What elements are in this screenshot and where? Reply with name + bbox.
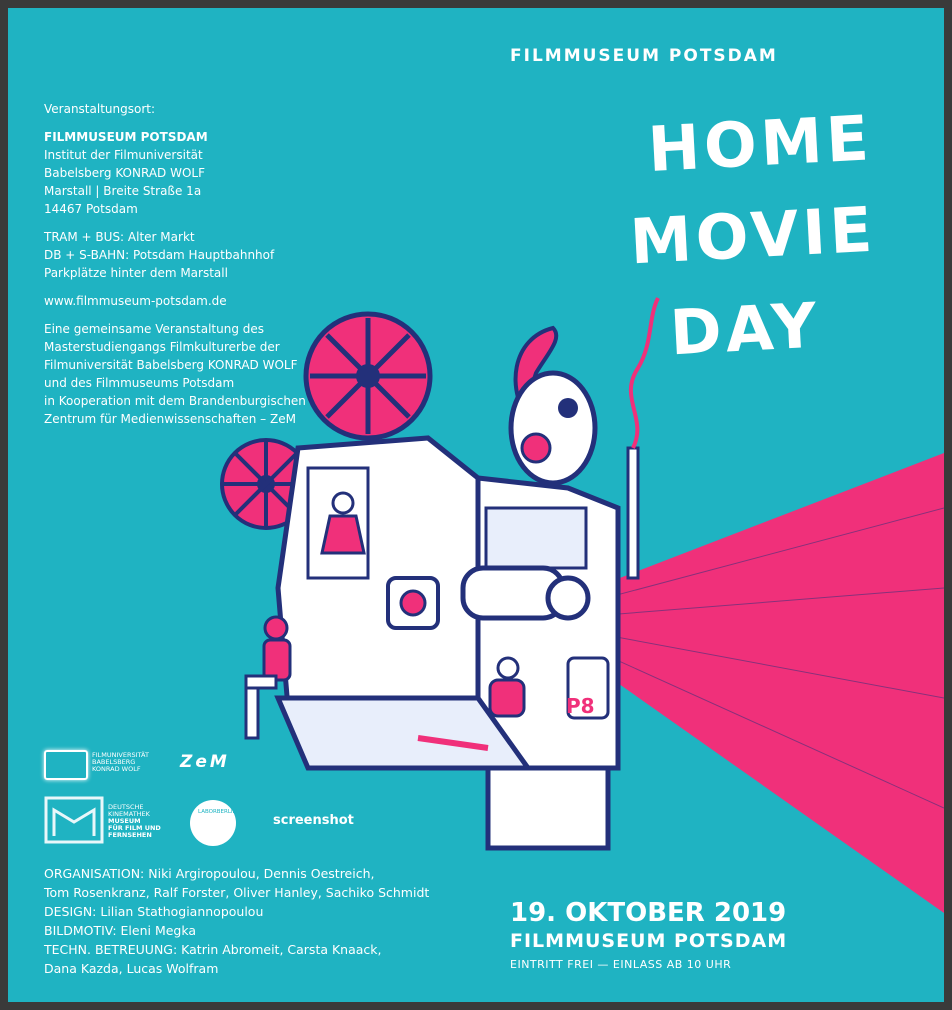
title-line-day: DAY — [668, 288, 823, 370]
filmuni-logo-icon — [44, 750, 88, 780]
credit-line: ORGANISATION: Niki Argiropoulou, Dennis Oestreich, — [44, 866, 375, 881]
description-line: in Kooperation mit dem Brandenburgischen — [44, 394, 306, 408]
filmuni-logo-text: FILMUNIVERSITÄT BABELSBERG KONRAD WOLF — [92, 751, 149, 773]
transport-line: TRAM + BUS: Alter Markt — [44, 230, 195, 244]
cat-illustration — [511, 328, 595, 483]
address-line: Institut der Filmuniversität — [44, 148, 203, 162]
museum-logo: FILMMUSEUM POTSDAM — [510, 46, 778, 66]
credit-line: Tom Rosenkranz, Ralf Forster, Oliver Hanley, Sachiko Schmidt — [44, 885, 430, 900]
address-line: Babelsberg KONRAD WOLF — [44, 166, 205, 180]
credit-line: DESIGN: Lilian Stathogiannopoulou — [44, 904, 264, 919]
website-link[interactable]: www.filmmuseum-potsdam.de — [44, 294, 227, 308]
description-line: Masterstudiengangs Filmkulturerbe der — [44, 340, 280, 354]
zem-logo: ZeM — [180, 752, 230, 772]
credit-line: BILDMOTIV: Eleni Megka — [44, 923, 197, 938]
transport-line: Parkplätze hinter dem Marstall — [44, 266, 228, 280]
poster — [8, 8, 944, 1002]
description-line: Filmuniversität Babelsberg KONRAD WOLF — [44, 358, 298, 372]
screenshot-logo: screenshot — [273, 813, 354, 828]
venue-info — [44, 100, 344, 428]
event-admission: EINTRITT FREI — EINLASS AB 10 UHR — [510, 958, 732, 971]
kinemathek-logo-text: DEUTSCHE KINEMATHEK MUSEUM FÜR FILM UND FERNSEHEN — [108, 803, 161, 839]
transport-line: DB + S-BAHN: Potsdam Hauptbahnhof — [44, 248, 275, 262]
description-line: Eine gemeinsame Veranstaltung des — [44, 322, 265, 336]
address-line: 14467 Potsdam — [44, 202, 138, 216]
figure-sitting — [246, 617, 290, 738]
title-line-home: HOME — [646, 101, 875, 186]
laborberlin-logo-text: LABORBERLIN — [198, 809, 237, 815]
description-line: Zentrum für Medienwissenschaften – ZeM — [44, 412, 296, 426]
description-line: und des Filmmuseums Potsdam — [44, 376, 235, 390]
poster-title — [628, 98, 878, 374]
credit-line: Dana Kazda, Lucas Wolfram — [44, 961, 219, 976]
event-place: FILMMUSEUM POTSDAM — [510, 930, 788, 952]
projector-label: P8 — [566, 694, 595, 718]
venue-name: FILMMUSEUM POTSDAM — [44, 130, 208, 144]
credits — [44, 864, 444, 978]
credit-line: TECHN. BETREUUNG: Katrin Abromeit, Carsta Knaack, — [44, 942, 382, 957]
light-beam — [568, 453, 944, 913]
laborberlin-logo-icon — [190, 800, 236, 846]
venue-label: Veranstaltungsort: — [44, 102, 156, 116]
kinemathek-logo-icon — [44, 796, 104, 844]
title-line-movie: MOVIE — [628, 192, 878, 279]
address-line: Marstall | Breite Straße 1a — [44, 184, 202, 198]
event-date: 19. OKTOBER 2019 — [510, 898, 787, 928]
